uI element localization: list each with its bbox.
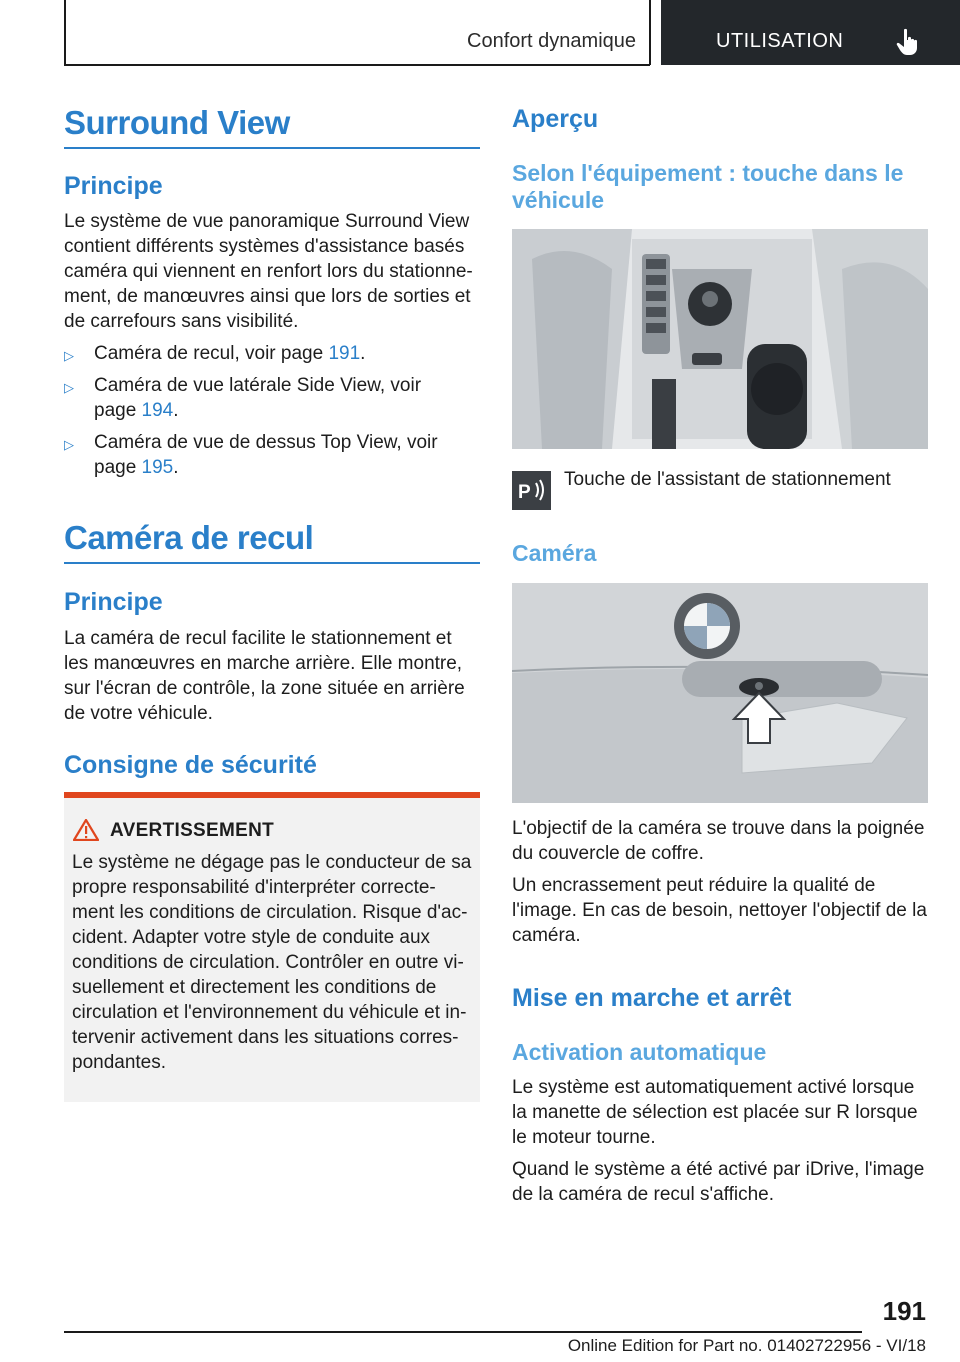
footer-edition: Online Edition for Part no. 01402722956 - VI/18: [567, 1336, 926, 1355]
auto-activation-paragraph: Le système est automatiquement activé lorsque la manette de sélection est placée sur R lorsque le moteur tourne.: [512, 1077, 918, 1148]
cleaning-paragraph: Un encrassement peut réduire la qualité de l'image. En cas de besoin, nettoyer l'objectif de la caméra.: [512, 875, 927, 946]
list-item: ▷ Caméra de recul, voir page 191.: [64, 341, 484, 366]
camera-location-paragraph: L'objectif de la caméra se trouve dans la poignée du couvercle de coffre.: [512, 818, 925, 864]
bullet-list: [64, 341, 484, 480]
warning-triangle-icon: [73, 819, 99, 841]
section-title-surround-view: Surround View: [64, 104, 290, 141]
footer-rule: [64, 1331, 862, 1333]
page-link[interactable]: 191: [328, 343, 361, 364]
overview-heading: Aperçu: [512, 105, 599, 133]
rear-camera-paragraph: La caméra de recul facilite le stationnement et les manœuvres en marche arrière. Elle montre, sur l'écran de contrôle, la zone située en arrière de votre véhicule.: [64, 628, 465, 724]
principle-heading: Principe: [64, 172, 163, 200]
safety-heading: Consigne de sécurité: [64, 751, 317, 779]
warning-text: Le système ne dégage pas le conducteur de sa propre responsabilité d'interpréter correcte- ment les conditions de circulation. Risque d'ac- cident. Adapter votre style de conduite aux conditions de circulation. Contrôler en outre vi- suellement et directement les conditions de circulation et l'environnement du véhicule et in- tervenir activement dans les situations corres- pondantes.: [72, 852, 472, 1073]
principle-paragraph: Le système de vue panoramique Surround View contient différents systèmes d'assistance basés caméra qui viennent en renfort lors du stationne- ment, de manœuvres ainsi que lors de sorties et de carrefours sans visibilité.: [64, 211, 473, 332]
page-link[interactable]: 195: [141, 457, 174, 478]
camera-heading: Caméra: [512, 540, 597, 566]
warning-title: AVERTISSEMENT: [110, 820, 275, 841]
page-number: 191: [882, 1296, 926, 1326]
section-title-rear-camera: Caméra de recul: [64, 519, 314, 556]
triangle-bullet-icon: ▷: [64, 437, 74, 452]
principle-heading: Principe: [64, 588, 163, 616]
pointing-hand-icon: [895, 28, 921, 56]
trunk-camera-photo: [512, 583, 928, 803]
button-caption: Touche de l'assistant de stationnement: [564, 469, 891, 490]
page-link[interactable]: 194: [141, 400, 174, 421]
equipment-heading: Selon l'équipement : touche dans le véhicule: [512, 160, 904, 213]
trunk-lid-camera-image: [512, 583, 928, 803]
list-item: ▷ Caméra de vue latérale Side View, voir page 194.: [64, 375, 422, 421]
header-separator: [649, 0, 651, 65]
header-bottom-rule: [64, 64, 650, 66]
console-photo: [512, 229, 928, 449]
title-rule: [64, 147, 480, 149]
center-console-image: [512, 229, 928, 449]
header-section-title: Confort dynamique: [467, 30, 636, 52]
list-item: ▷ Caméra de vue de dessus Top View, voir page 195.: [64, 432, 438, 478]
triangle-bullet-icon: ▷: [64, 380, 74, 395]
triangle-bullet-icon: ▷: [64, 348, 74, 363]
parking-assistant-button-icon: [512, 471, 551, 510]
svg-text:P: P: [518, 482, 531, 503]
chapter-tab-label: UTILISATION: [716, 30, 844, 52]
idrive-paragraph: Quand le système a été activé par iDrive, l'image de la caméra de recul s'affiche.: [512, 1159, 925, 1205]
on-off-heading: Mise en marche et arrêt: [512, 984, 792, 1012]
title-rule: [64, 562, 480, 564]
auto-activation-heading: Activation automatique: [512, 1039, 767, 1065]
header-left-rule: [64, 0, 66, 65]
